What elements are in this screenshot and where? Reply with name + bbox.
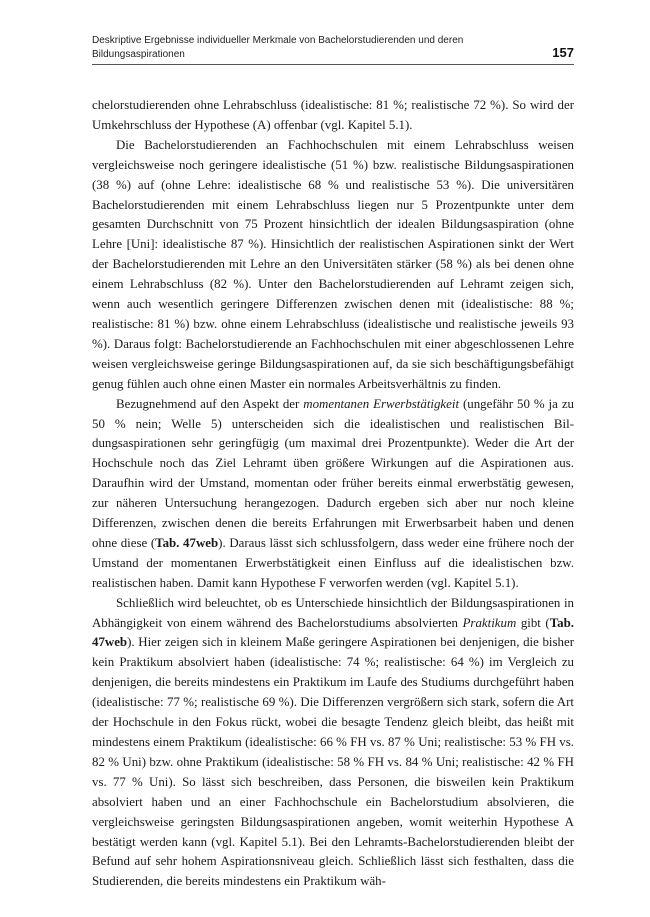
text-run: Bezugnehmend auf den Aspekt der	[116, 396, 304, 411]
paragraph	[92, 96, 574, 136]
emphasis-text: Praktikum	[462, 615, 517, 630]
paragraph	[92, 136, 574, 395]
running-header	[92, 34, 574, 64]
paragraph	[92, 594, 574, 893]
text-run: chelorstudierenden ohne Lehrabschluss (idealistische: 81 %; realistische 72 %). So wird der Umkehrschluss der Hypothese (A) offenbar (vgl. Kapitel 5.1).	[92, 98, 574, 132]
text-run: ). Daraus lässt sich schlussfolgern, dass weder eine frühere noch der Umstand der momentanen Erwerbstätigkeit einen Einfluss auf die idealistischen bzw. realistischen haben. Damit kann Hypothese F verworfen werden (vgl. Kapitel 5.1).	[92, 535, 574, 590]
text-run: gibt (	[516, 615, 550, 630]
page-number: 157	[552, 45, 574, 60]
header-divider	[92, 64, 574, 65]
text-run: ). Hier zeigen sich in kleinem Maße geringere Aspirationen bei denjenigen, die bisher kein Praktikum absolviert haben (idealistische: 74 %; realistische: 64 %) im Vergleich zu denjenigen, die bereits mindestens ein Praktikum im Laufe des Studiums durchgeführt haben (idealistische: 77 %; realistische 69 %). Die Differenzen vergrößern sich stark, sofern die Art der Hochschule in den Fokus rückt, wobei die besagte Tendenz gleich bleibt, das heißt mit mindestens einem Praktikum (idealistische: 66 % FH vs. 87 % Uni; realistische: 53 % FH vs. 82 % Uni) bzw. ohne Praktikum (idealistische: 58 % FH vs. 84 % Uni; realistische: 42 % FH vs. 77 % Uni). So lässt sich beschreiben, dass Personen, die bisweilen kein Praktikum absolviert haben und an einer Fachhochschule ein Bachelorstudium absolvieren, die vergleichsweise geringsten Bildungsaspirationen angeben, womit weiterhin Hypothese A bestätigt werden kann (vgl. Kapitel 5.1). Bei den Lehramts-Bachelorstudierenden bleibt der Befund auf sehr hohem Aspirationsniveau gleich. Schließlich lässt sich festhalten, dass die Studierenden, die bereits mindestens ein Praktikum wäh-	[92, 635, 574, 889]
table-reference: Tab. 47web	[92, 615, 574, 650]
text-run: Schließlich wird beleuchtet, ob es Unterschiede hinsichtlich der Bildungsaspirationen in Abhängigkeit von einem während des Bachelorstudiums absolvierten	[92, 595, 574, 630]
emphasis-text: momentanen Erwerbstätigkeit	[303, 396, 460, 411]
text-run: Die Bachelorstudierenden an Fachhochschulen mit einem Lehrabschluss weisen vergleichsweise noch geringere idealistische (51 %) bzw. realistische Bildungsaspirationen (38 %) auf (ohne Lehre: idealistische 68 % und realistische 53 %). Die universitären Bachelorstudierenden mit einem Lehrabschluss liegen nur 5 Prozentpunkte unter dem gesamten Durchschnitt von 75 Prozent hinsichtlich der idealen Bildungsaspiration (ohne Lehre [Uni]: idealistische 87 %). Hinsichtlich der realistischen Aspirationen sinkt der Wert der Bachelorstudierenden mit Lehre an den Universitäten stärker (58 %) als bei denen ohne einem Lehrabschluss (82 %). Unter den Bachelorstudierenden auf Lehramt zeigen sich, wenn auch wesentlich geringere Differenzen zwischen denen mit (idealistische: 88 %; realistische: 81 %) bzw. ohne einem Lehrabschluss (idealistische und realistische jeweils 93 %). Daraus folgt: Bachelorstudierende an Fachhochschulen mit einer abgeschlossenen Lehre weisen vergleichsweise geringe Bildungsaspirationen auf, da sie sich beschäftigungsbefähigt genug fühlen auch ohne einen Master ein normales Arbeitsverhältnis zu finden.	[92, 137, 574, 391]
table-reference: Tab. 47web	[155, 535, 219, 550]
running-header-title: Deskriptive Ergebnisse individueller Merkmale von Bachelorstudierenden und deren Bildungsaspirationen	[92, 35, 464, 60]
paragraph	[92, 395, 574, 594]
body-text	[92, 96, 574, 892]
text-run: (ungefähr 50 % ja zu 50 % nein; Welle 5) unterscheiden sich die idealistischen und realistischen Bildungsaspirationen sehr geringfügig (um maximal drei Prozentpunkte). Weder die Art der Hochschule noch das Ziel Lehramt üben größere Wirkungen auf die Aspirationen aus. Daraufhin wird der Umstand, momentan oder früher bereits einmal erwerbstätig gewesen, zur näheren Untersuchung herangezogen. Dadurch ergeben sich aber nur noch kleine Differenzen, zwischen denen die bereits Erfahrungen mit Erwerbsarbeit haben und denen ohne diese (	[92, 396, 574, 550]
